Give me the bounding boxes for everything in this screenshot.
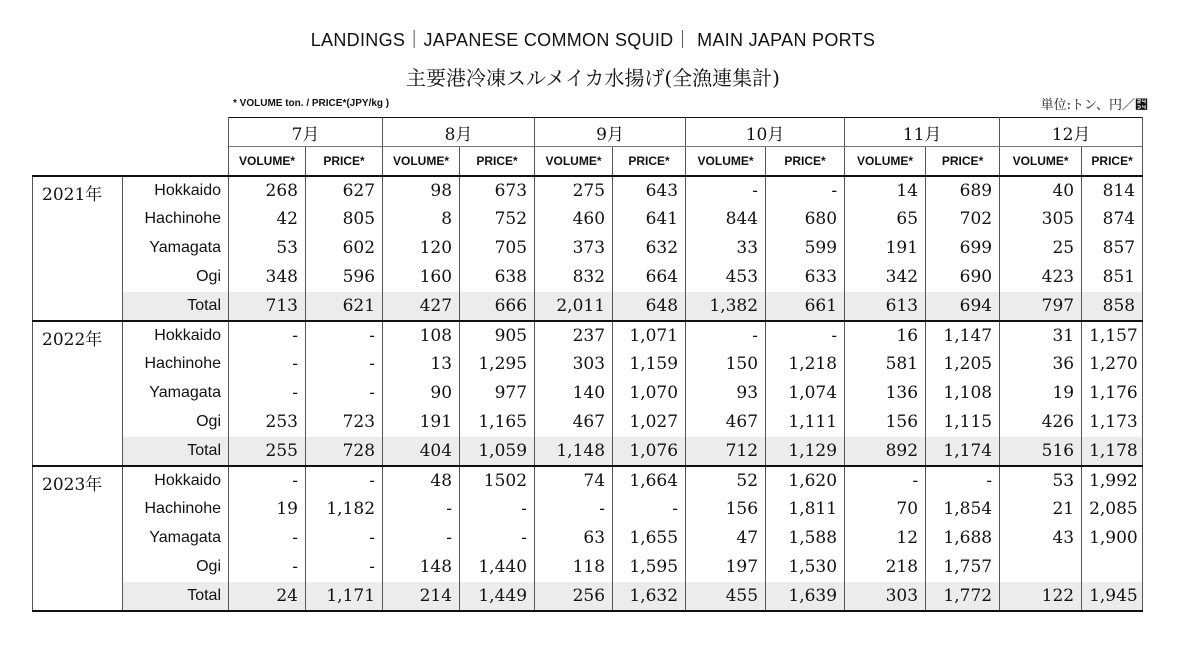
volume-cell: 53	[1000, 466, 1082, 495]
price-cell: 699	[926, 234, 1000, 263]
volume-cell: 48	[383, 466, 460, 495]
price-cell: 1,205	[926, 350, 1000, 379]
volume-cell: 516	[1000, 437, 1082, 466]
price-cell: -	[613, 495, 686, 524]
price-cell: 874	[1082, 205, 1143, 234]
port-name: Yamagata	[123, 524, 229, 553]
volume-cell: 63	[535, 524, 613, 553]
volume-cell: 14	[845, 176, 926, 205]
price-cell: 1,059	[460, 437, 535, 466]
volume-cell: 19	[229, 495, 306, 524]
port-name: Ogi	[123, 408, 229, 437]
price-cell: 596	[306, 263, 383, 292]
volume-cell: -	[845, 466, 926, 495]
price-cell: 1,074	[766, 379, 845, 408]
port-name: Hokkaido	[123, 176, 229, 205]
volume-header: VOLUME*	[383, 147, 460, 176]
volume-cell: 191	[845, 234, 926, 263]
price-cell: 1,270	[1082, 350, 1143, 379]
price-cell: 858	[1082, 292, 1143, 321]
price-cell: 690	[926, 263, 1000, 292]
volume-cell: 214	[383, 582, 460, 611]
volume-cell: 218	[845, 553, 926, 582]
price-cell: 1,757	[926, 553, 1000, 582]
price-cell: 977	[460, 379, 535, 408]
price-cell: 1,772	[926, 582, 1000, 611]
volume-cell: -	[229, 553, 306, 582]
volume-cell: 136	[845, 379, 926, 408]
price-cell: 1,129	[766, 437, 845, 466]
price-cell: 1,655	[613, 524, 686, 553]
volume-cell: 31	[1000, 321, 1082, 350]
price-cell: 1,108	[926, 379, 1000, 408]
volume-cell: 303	[845, 582, 926, 611]
price-cell: 1502	[460, 466, 535, 495]
price-cell: 1,530	[766, 553, 845, 582]
total-label: Total	[123, 292, 229, 321]
price-cell: 621	[306, 292, 383, 321]
total-label: Total	[123, 437, 229, 466]
volume-cell: 108	[383, 321, 460, 350]
volume-cell: 25	[1000, 234, 1082, 263]
volume-cell: 16	[845, 321, 926, 350]
price-cell: 752	[460, 205, 535, 234]
price-cell: 1,027	[613, 408, 686, 437]
price-cell: -	[460, 495, 535, 524]
volume-cell: 12	[845, 524, 926, 553]
price-cell: 1,295	[460, 350, 535, 379]
volume-cell: 148	[383, 553, 460, 582]
volume-cell: -	[229, 466, 306, 495]
price-header: PRICE*	[766, 147, 845, 176]
price-cell: 661	[766, 292, 845, 321]
price-cell: 857	[1082, 234, 1143, 263]
volume-cell: -	[686, 321, 766, 350]
volume-cell: -	[383, 524, 460, 553]
price-cell: -	[766, 321, 845, 350]
price-cell: -	[306, 350, 383, 379]
port-name: Yamagata	[123, 234, 229, 263]
total-row	[33, 437, 1143, 466]
year-label: 2023年	[33, 466, 123, 611]
month-header: 10月	[686, 118, 845, 147]
month-header-row	[33, 118, 1143, 147]
price-cell: 673	[460, 176, 535, 205]
volume-cell: -	[229, 350, 306, 379]
volume-cell: 832	[535, 263, 613, 292]
price-cell: -	[306, 466, 383, 495]
price-header: PRICE*	[613, 147, 686, 176]
price-cell: 723	[306, 408, 383, 437]
landings-table	[32, 117, 1143, 612]
volume-cell: 42	[229, 205, 306, 234]
price-cell: 851	[1082, 263, 1143, 292]
column-header-row	[33, 147, 1143, 176]
table-row	[33, 524, 1143, 553]
price-cell: 643	[613, 176, 686, 205]
volume-cell: 303	[535, 350, 613, 379]
price-cell: 1,900	[1082, 524, 1143, 553]
total-label: Total	[123, 582, 229, 611]
port-name: Hachinohe	[123, 495, 229, 524]
price-cell: 680	[766, 205, 845, 234]
volume-cell: 40	[1000, 176, 1082, 205]
price-cell: 702	[926, 205, 1000, 234]
price-cell: 689	[926, 176, 1000, 205]
price-cell: 1,076	[613, 437, 686, 466]
month-header: 7月	[229, 118, 383, 147]
price-cell: 1,174	[926, 437, 1000, 466]
price-cell: 627	[306, 176, 383, 205]
volume-cell: 47	[686, 524, 766, 553]
volume-cell: 8	[383, 205, 460, 234]
volume-cell: 797	[1000, 292, 1082, 321]
price-cell: 1,173	[1082, 408, 1143, 437]
table-row	[33, 263, 1143, 292]
price-cell: 1,688	[926, 524, 1000, 553]
volume-cell: 268	[229, 176, 306, 205]
volume-header: VOLUME*	[1000, 147, 1082, 176]
volume-cell: 1,148	[535, 437, 613, 466]
price-cell: -	[766, 176, 845, 205]
price-cell: 1,811	[766, 495, 845, 524]
port-name: Hachinohe	[123, 350, 229, 379]
volume-cell: 275	[535, 176, 613, 205]
price-cell: 1,992	[1082, 466, 1143, 495]
price-cell: -	[306, 553, 383, 582]
volume-cell: 160	[383, 263, 460, 292]
total-row	[33, 292, 1143, 321]
price-cell: 1,115	[926, 408, 1000, 437]
price-cell: 1,159	[613, 350, 686, 379]
volume-cell: 21	[1000, 495, 1082, 524]
price-cell: 1,595	[613, 553, 686, 582]
volume-cell: 404	[383, 437, 460, 466]
volume-cell: 197	[686, 553, 766, 582]
volume-cell: 65	[845, 205, 926, 234]
volume-cell: 253	[229, 408, 306, 437]
price-cell: 602	[306, 234, 383, 263]
volume-cell: 122	[1000, 582, 1082, 611]
table-row	[33, 234, 1143, 263]
price-cell: 1,639	[766, 582, 845, 611]
price-cell: 1,176	[1082, 379, 1143, 408]
table-row	[33, 350, 1143, 379]
volume-header: VOLUME*	[686, 147, 766, 176]
price-cell: 694	[926, 292, 1000, 321]
volume-cell: 467	[686, 408, 766, 437]
volume-cell: 43	[1000, 524, 1082, 553]
volume-cell: 2,011	[535, 292, 613, 321]
volume-cell: 156	[686, 495, 766, 524]
price-cell: 1,071	[613, 321, 686, 350]
volume-cell: 52	[686, 466, 766, 495]
report-subtitle-japanese: 主要港冷凍スルメイカ水揚げ(全漁連集計)	[405, 66, 780, 90]
volume-cell: 460	[535, 205, 613, 234]
price-cell: 1,632	[613, 582, 686, 611]
price-cell: 1,171	[306, 582, 383, 611]
table-row	[33, 408, 1143, 437]
volume-cell: 1,382	[686, 292, 766, 321]
report-title: LANDINGS｜JAPANESE COMMON SQUID｜ MAIN JAPAN PORTS	[310, 30, 876, 50]
volume-cell: 373	[535, 234, 613, 263]
volume-cell: 118	[535, 553, 613, 582]
volume-cell: 892	[845, 437, 926, 466]
volume-cell: 427	[383, 292, 460, 321]
price-cell: 633	[766, 263, 845, 292]
price-header: PRICE*	[926, 147, 1000, 176]
volume-cell: 455	[686, 582, 766, 611]
volume-cell: 423	[1000, 263, 1082, 292]
price-cell: 1,165	[460, 408, 535, 437]
port-name: Hokkaido	[123, 321, 229, 350]
price-cell: 664	[613, 263, 686, 292]
price-cell: 648	[613, 292, 686, 321]
volume-cell	[1000, 553, 1082, 582]
volume-cell: 305	[1000, 205, 1082, 234]
volume-cell: -	[229, 524, 306, 553]
price-cell: 1,178	[1082, 437, 1143, 466]
table-row	[33, 495, 1143, 524]
table-row	[33, 176, 1143, 205]
price-cell	[1082, 553, 1143, 582]
volume-cell: 33	[686, 234, 766, 263]
volume-cell: 255	[229, 437, 306, 466]
volume-cell: 156	[845, 408, 926, 437]
price-cell: 1,157	[1082, 321, 1143, 350]
volume-cell: 191	[383, 408, 460, 437]
table-row	[33, 553, 1143, 582]
port-name: Hokkaido	[123, 466, 229, 495]
table-row	[33, 321, 1143, 350]
volume-cell: 53	[229, 234, 306, 263]
price-cell: 814	[1082, 176, 1143, 205]
price-cell: 728	[306, 437, 383, 466]
volume-cell: 24	[229, 582, 306, 611]
year-label: 2022年	[33, 321, 123, 466]
table-row	[33, 205, 1143, 234]
volume-cell: 140	[535, 379, 613, 408]
price-cell: 641	[613, 205, 686, 234]
volume-cell: 426	[1000, 408, 1082, 437]
volume-cell: 237	[535, 321, 613, 350]
table-row	[33, 466, 1143, 495]
price-cell: 905	[460, 321, 535, 350]
volume-header: VOLUME*	[535, 147, 613, 176]
volume-header: VOLUME*	[229, 147, 306, 176]
price-cell: 1,588	[766, 524, 845, 553]
price-cell: -	[306, 379, 383, 408]
price-cell: 1,111	[766, 408, 845, 437]
price-cell: 1,449	[460, 582, 535, 611]
price-header: PRICE*	[1082, 147, 1143, 176]
year-label: 2021年	[33, 176, 123, 321]
price-cell: 632	[613, 234, 686, 263]
month-header: 12月	[1000, 118, 1143, 147]
volume-cell: 150	[686, 350, 766, 379]
volume-cell: -	[535, 495, 613, 524]
price-cell: 1,440	[460, 553, 535, 582]
volume-cell: 613	[845, 292, 926, 321]
volume-cell: 70	[845, 495, 926, 524]
volume-cell: 13	[383, 350, 460, 379]
price-header: PRICE*	[306, 147, 383, 176]
price-cell: 805	[306, 205, 383, 234]
volume-cell: 453	[686, 263, 766, 292]
volume-cell: -	[686, 176, 766, 205]
price-cell: -	[306, 321, 383, 350]
price-cell: 1,620	[766, 466, 845, 495]
price-cell: 1,147	[926, 321, 1000, 350]
price-cell: -	[460, 524, 535, 553]
volume-cell: 713	[229, 292, 306, 321]
price-header: PRICE*	[460, 147, 535, 176]
volume-cell: 19	[1000, 379, 1082, 408]
total-row	[33, 582, 1143, 611]
unit-label: 単位:トン、円／␴	[1040, 98, 1148, 113]
units-note: * VOLUME ton. / PRICE*(JPY/kg )	[233, 98, 390, 109]
month-header: 9月	[535, 118, 686, 147]
port-name: Yamagata	[123, 379, 229, 408]
price-cell: 1,070	[613, 379, 686, 408]
volume-cell: 74	[535, 466, 613, 495]
volume-cell: 342	[845, 263, 926, 292]
price-cell: 1,182	[306, 495, 383, 524]
volume-cell: 90	[383, 379, 460, 408]
price-cell: 1,945	[1082, 582, 1143, 611]
volume-cell: 256	[535, 582, 613, 611]
price-cell: -	[306, 524, 383, 553]
volume-cell: -	[229, 379, 306, 408]
price-cell: 2,085	[1082, 495, 1143, 524]
volume-cell: -	[229, 321, 306, 350]
price-cell: 666	[460, 292, 535, 321]
price-cell: 705	[460, 234, 535, 263]
price-cell: -	[926, 466, 1000, 495]
volume-cell: 844	[686, 205, 766, 234]
volume-header: VOLUME*	[845, 147, 926, 176]
volume-cell: 120	[383, 234, 460, 263]
price-cell: 1,218	[766, 350, 845, 379]
volume-cell: 712	[686, 437, 766, 466]
price-cell: 599	[766, 234, 845, 263]
volume-cell: 98	[383, 176, 460, 205]
port-name: Ogi	[123, 263, 229, 292]
month-header: 8月	[383, 118, 535, 147]
price-cell: 1,854	[926, 495, 1000, 524]
volume-cell: 36	[1000, 350, 1082, 379]
volume-cell: 581	[845, 350, 926, 379]
price-cell: 1,664	[613, 466, 686, 495]
port-name: Ogi	[123, 553, 229, 582]
volume-cell: 93	[686, 379, 766, 408]
price-cell: 638	[460, 263, 535, 292]
port-name: Hachinohe	[123, 205, 229, 234]
table-row	[33, 379, 1143, 408]
volume-cell: 348	[229, 263, 306, 292]
month-header: 11月	[845, 118, 1000, 147]
volume-cell: -	[383, 495, 460, 524]
volume-cell: 467	[535, 408, 613, 437]
